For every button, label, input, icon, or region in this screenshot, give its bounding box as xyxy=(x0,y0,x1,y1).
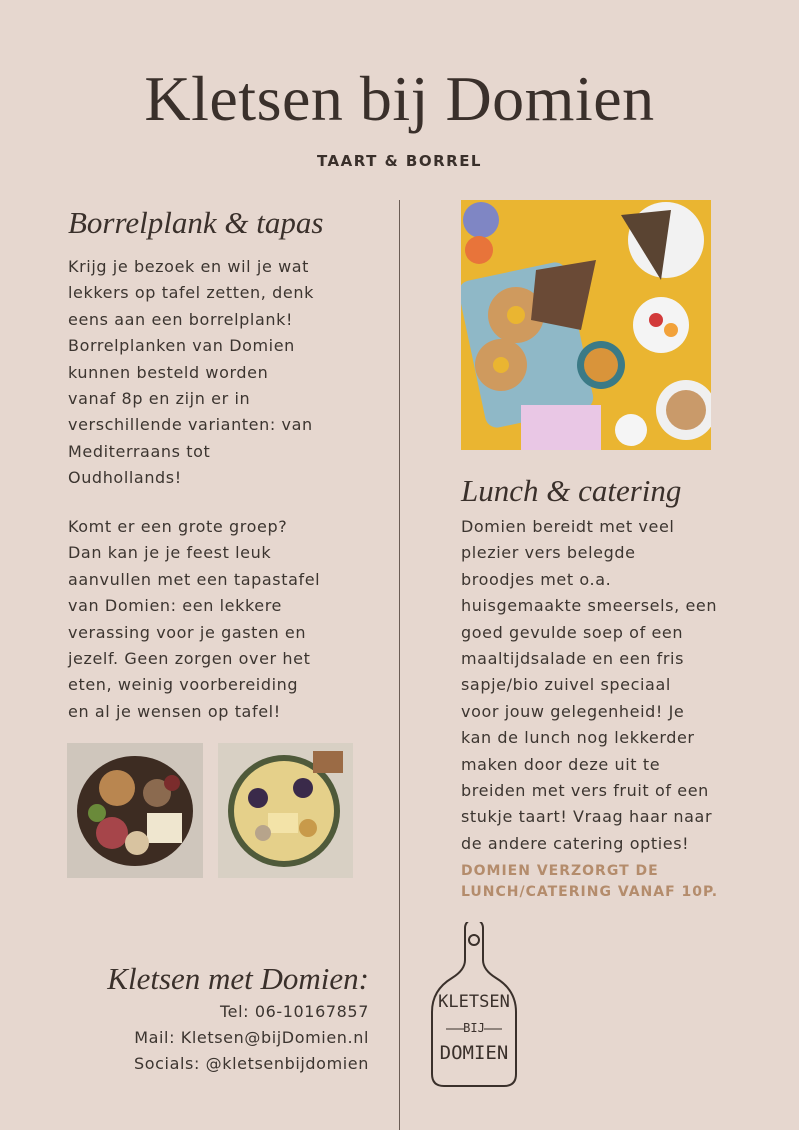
logo-line-2: BIJ xyxy=(463,1021,485,1035)
logo-line-3: DOMIEN xyxy=(439,1042,509,1064)
lunch-photo xyxy=(461,200,711,450)
contact-socials[interactable]: Socials: @kletsenbijdomien xyxy=(133,1054,369,1073)
lunch-section-title: Lunch & catering xyxy=(461,473,682,508)
logo-line-1: KLETSEN xyxy=(438,992,510,1012)
borrel-section-title: Borrelplank & tapas xyxy=(68,205,324,240)
lunch-minimum-note: DOMIEN VERZORGT DE LUNCH/CATERING VANAF 10P. xyxy=(461,863,719,900)
borrel-paragraph-1: Krijg je bezoek en wil je wat lekkers op tafel zetten, denk eens aan een borrelplank! Borrelplanken van Domien kunnen besteld worden vanaf 8p en zijn er in verschillende varianten: van Mediterraans tot Oudhollands! xyxy=(68,257,314,488)
borrel-paragraph-2: Komt er een grote groep? Dan kan je je feest leuk aanvullen met een tapastafel van Domien: een lekkere verassing voor je gasten en jezelf. Geen zorgen over het eten, weinig voorbereiding en al je wensen op tafel! xyxy=(68,517,321,721)
brand-logo xyxy=(428,922,520,1090)
page-subtitle: TAART & BORREL xyxy=(316,152,482,170)
borrelplank-photo-2 xyxy=(218,743,353,878)
contact-phone: Tel: 06-10167857 xyxy=(220,1002,369,1021)
borrelplank-photo-1 xyxy=(67,743,203,878)
column-divider xyxy=(399,200,400,1130)
contact-email[interactable]: Mail: Kletsen@bijDomien.nl xyxy=(134,1028,369,1047)
lunch-paragraph: Domien bereidt met veel plezier vers belegde broodjes met o.a. huisgemaakte smeersels, een goed gevulde soep of een maaltijdsalade en een fris sapje/bio zuivel speciaal voor jouw gelegenheid! Je kan de lunch nog lekkerder maken door deze uit te breiden met vers fruit of een stukje taart! Vraag haar naar de andere catering opties! xyxy=(461,517,718,853)
page-title: Kletsen bij Domien xyxy=(144,63,655,134)
contact-title: Kletsen met Domien: xyxy=(107,961,369,996)
